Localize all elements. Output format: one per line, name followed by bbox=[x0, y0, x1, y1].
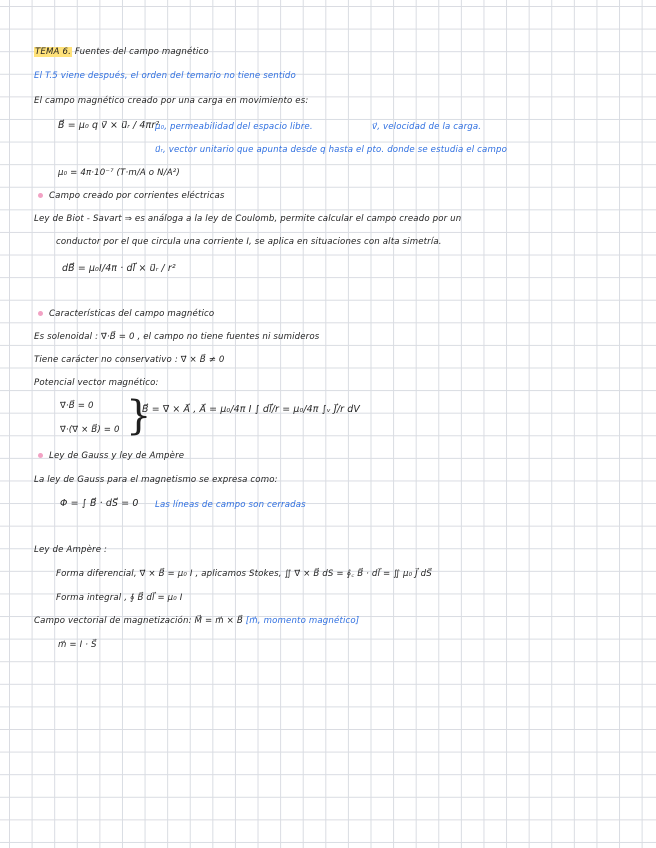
title-text: Fuentes del campo magnético bbox=[74, 47, 209, 57]
bullet-icon bbox=[38, 453, 43, 458]
gauss-note: Las líneas de campo son cerradas bbox=[155, 500, 306, 510]
unit-vector-description: u⃗ᵣ, vector unitario que apunta desde q hasta el pto. donde se estudia el campo bbox=[155, 145, 507, 155]
intro-note: El T.5 viene después, el orden del temario no tiene sentido bbox=[34, 71, 296, 81]
magnetization-formula: M⃗ = m⃗ × B⃗ bbox=[194, 616, 243, 626]
mu0-value: μ₀ = 4π·10⁻⁷ (T·m/A o N/A²) bbox=[58, 168, 180, 178]
moment-formula: m⃗ = I · S⃗ bbox=[58, 640, 97, 650]
magnetization-label: Campo vectorial de magnetización: bbox=[34, 616, 192, 626]
potential-formula: B⃗ = ∇⃗ × A⃗ , A⃗ = μ₀/4π I ∫ dl⃗/r = μ₀/4π ∫ᵥ J⃗/r dV bbox=[142, 404, 360, 415]
section-currents-text: Campo creado por corrientes eléctricas bbox=[49, 191, 225, 201]
non-conservative-line: Tiene carácter no conservativo : ∇⃗ × B⃗ ≠ 0 bbox=[34, 355, 225, 365]
bullet-icon bbox=[38, 311, 43, 316]
bullet-icon bbox=[38, 193, 43, 198]
potential-label: Potencial vector magnético: bbox=[34, 378, 159, 388]
formula-point-charge: B⃗ = μ₀ q v⃗ × u⃗ᵣ / 4πr² bbox=[58, 120, 160, 131]
gauss-intro: La ley de Gauss para el magnetismo se expresa como: bbox=[34, 475, 278, 485]
biot-savart-line-1: Ley de Biot - Savart ⇒ es análoga a la ley de Coulomb, permite calcular el campo creado por un bbox=[34, 214, 462, 224]
ampere-differential: Forma diferencial, ∇⃗ × B⃗ = μ₀ I , aplicamos Stokes, ∬ ∇⃗ × B⃗ dS = ∮꜀ B⃗ · dl⃗ = ∬ μ₀ J⃗ dS⃗ bbox=[56, 569, 432, 579]
page-title bbox=[34, 47, 209, 58]
velocity-description: v⃗, velocidad de la carga. bbox=[372, 122, 482, 132]
section-currents bbox=[38, 191, 225, 202]
ampere-title: Ley de Ampère : bbox=[34, 545, 108, 555]
section-gauss-ampere bbox=[38, 451, 184, 462]
formula-biot-savart: dB⃗ = μ₀I/4π · dl⃗ × u⃗ᵣ / r² bbox=[62, 263, 176, 274]
divergence-equation: ∇⃗·B⃗ = 0 bbox=[60, 401, 94, 411]
brace-symbol: } bbox=[126, 393, 152, 439]
solenoidal-line: Es solenoidal : ∇⃗·B⃗ = 0 , el campo no tiene fuentes ni sumideros bbox=[34, 332, 320, 342]
magnetization-note: [m⃗, momento magnético] bbox=[245, 616, 360, 626]
magnetization-line bbox=[34, 616, 359, 627]
biot-savart-line-2: conductor por el que circula una corriente I, se aplica en situaciones con alta simetría. bbox=[56, 237, 442, 247]
title-highlight: TEMA 6. bbox=[35, 47, 71, 57]
curl-equation: ∇⃗·(∇⃗ × B⃗) = 0 bbox=[60, 425, 120, 435]
mu0-description: μ₀, permeabilidad del espacio libre. bbox=[155, 122, 313, 132]
gauss-formula: Φ = ∫ B⃗ · dS⃗ = 0 bbox=[60, 498, 139, 509]
charge-field-line: El campo magnético creado por una carga en movimiento es: bbox=[34, 96, 309, 106]
section-characteristics-text: Características del campo magnético bbox=[49, 309, 215, 319]
ampere-integral: Forma integral , ∮ B⃗ dl⃗ = μ₀ I bbox=[56, 593, 183, 603]
section-gauss-ampere-text: Ley de Gauss y ley de Ampère bbox=[49, 451, 185, 461]
section-characteristics bbox=[38, 309, 214, 320]
